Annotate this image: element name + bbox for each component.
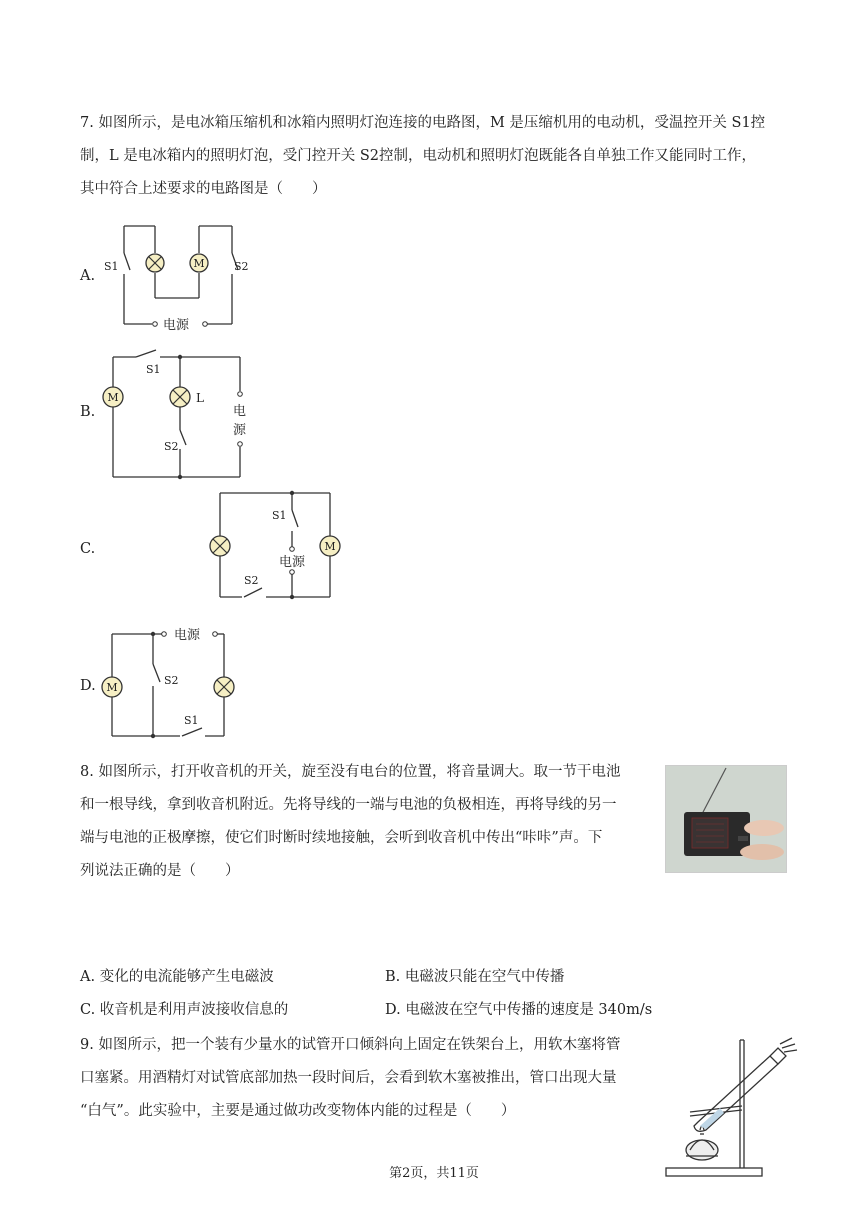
power-label-c: 电源 <box>279 555 306 570</box>
q8-choice-c[interactable]: C. 收音机是利用声波接收信息的 <box>80 1002 289 1018</box>
power-label-b-1: 电 <box>233 404 247 419</box>
s1-label-d: S1 <box>184 714 199 727</box>
s1-label-b: S1 <box>146 363 161 376</box>
circuit-diagram-b <box>100 345 260 485</box>
q7-option-b-label[interactable]: B. <box>80 404 96 420</box>
s2-label-b: S2 <box>164 440 179 453</box>
q8-line-3: 端与电池的正极摩擦，使它们时断时续地接触，会听到收音机中传出“咔咔”声。下 <box>80 830 603 846</box>
s2-label-d: S2 <box>164 674 179 687</box>
q8-line-4: 列说法正确的是（ ） <box>80 863 240 879</box>
q7-option-c-label[interactable]: C. <box>80 541 96 557</box>
q7-line-1: 7. 如图所示，是电冰箱压缩机和冰箱内照明灯泡连接的电路图，M 是压缩机用的电动机，受温控开关 S1控 <box>80 115 766 131</box>
circuit-diagram-c <box>200 485 350 610</box>
circuit-diagram-a <box>100 218 249 338</box>
q8-choice-a[interactable]: A. 变化的电流能够产生电磁波 <box>80 969 274 985</box>
q7-option-d-label[interactable]: D. <box>80 678 96 694</box>
motor-symbol-d: M <box>106 681 118 694</box>
q8-line-2: 和一根导线，拿到收音机附近。先将导线的一端与电池的负极相连，再将导线的另一 <box>80 797 617 813</box>
power-label-a: 电源 <box>163 318 190 333</box>
q9-line-3: “白气”。此实验中，主要是通过做功改变物体内能的过程是（ ） <box>80 1103 516 1119</box>
lamp-label-b: L <box>196 391 204 405</box>
q8-choice-b[interactable]: B. 电磁波只能在空气中传播 <box>385 969 565 985</box>
radio-experiment-photo <box>665 765 787 873</box>
s2-label-c: S2 <box>244 574 259 587</box>
circuit-diagram-d <box>100 622 245 747</box>
q7-line-3: 其中符合上述要求的电路图是（ ） <box>80 181 327 197</box>
s2-label-a: S2 <box>234 260 249 273</box>
q9-line-1: 9. 如图所示，把一个装有少量水的试管开口倾斜向上固定在铁架台上，用软木塞将管 <box>80 1037 621 1053</box>
q9-line-2: 口塞紧。用酒精灯对试管底部加热一段时间后，会看到软木塞被推出，管口出现大量 <box>80 1070 617 1086</box>
q8-choice-d[interactable]: D. 电磁波在空气中传播的速度是 340m/s <box>385 1002 653 1018</box>
page-footer: 第2页，共11页 <box>389 1166 479 1181</box>
motor-symbol-b: M <box>107 391 119 404</box>
motor-symbol-a: M <box>193 257 205 270</box>
test-tube-apparatus-drawing <box>660 1030 800 1180</box>
motor-symbol-c: M <box>324 540 336 553</box>
q7-option-a-label[interactable]: A. <box>80 268 96 284</box>
s1-label-c: S1 <box>272 509 287 522</box>
power-label-b-2: 源 <box>233 423 247 438</box>
s1-label-a: S1 <box>104 260 119 273</box>
q8-line-1: 8. 如图所示，打开收音机的开关，旋至没有电台的位置，将音量调大。取一节干电池 <box>80 764 621 780</box>
q7-line-2: 制，L 是电冰箱内的照明灯泡，受门控开关 S2控制，电动机和照明灯泡既能各自单独工作又能同时工作， <box>80 148 757 164</box>
power-label-d: 电源 <box>174 628 201 643</box>
